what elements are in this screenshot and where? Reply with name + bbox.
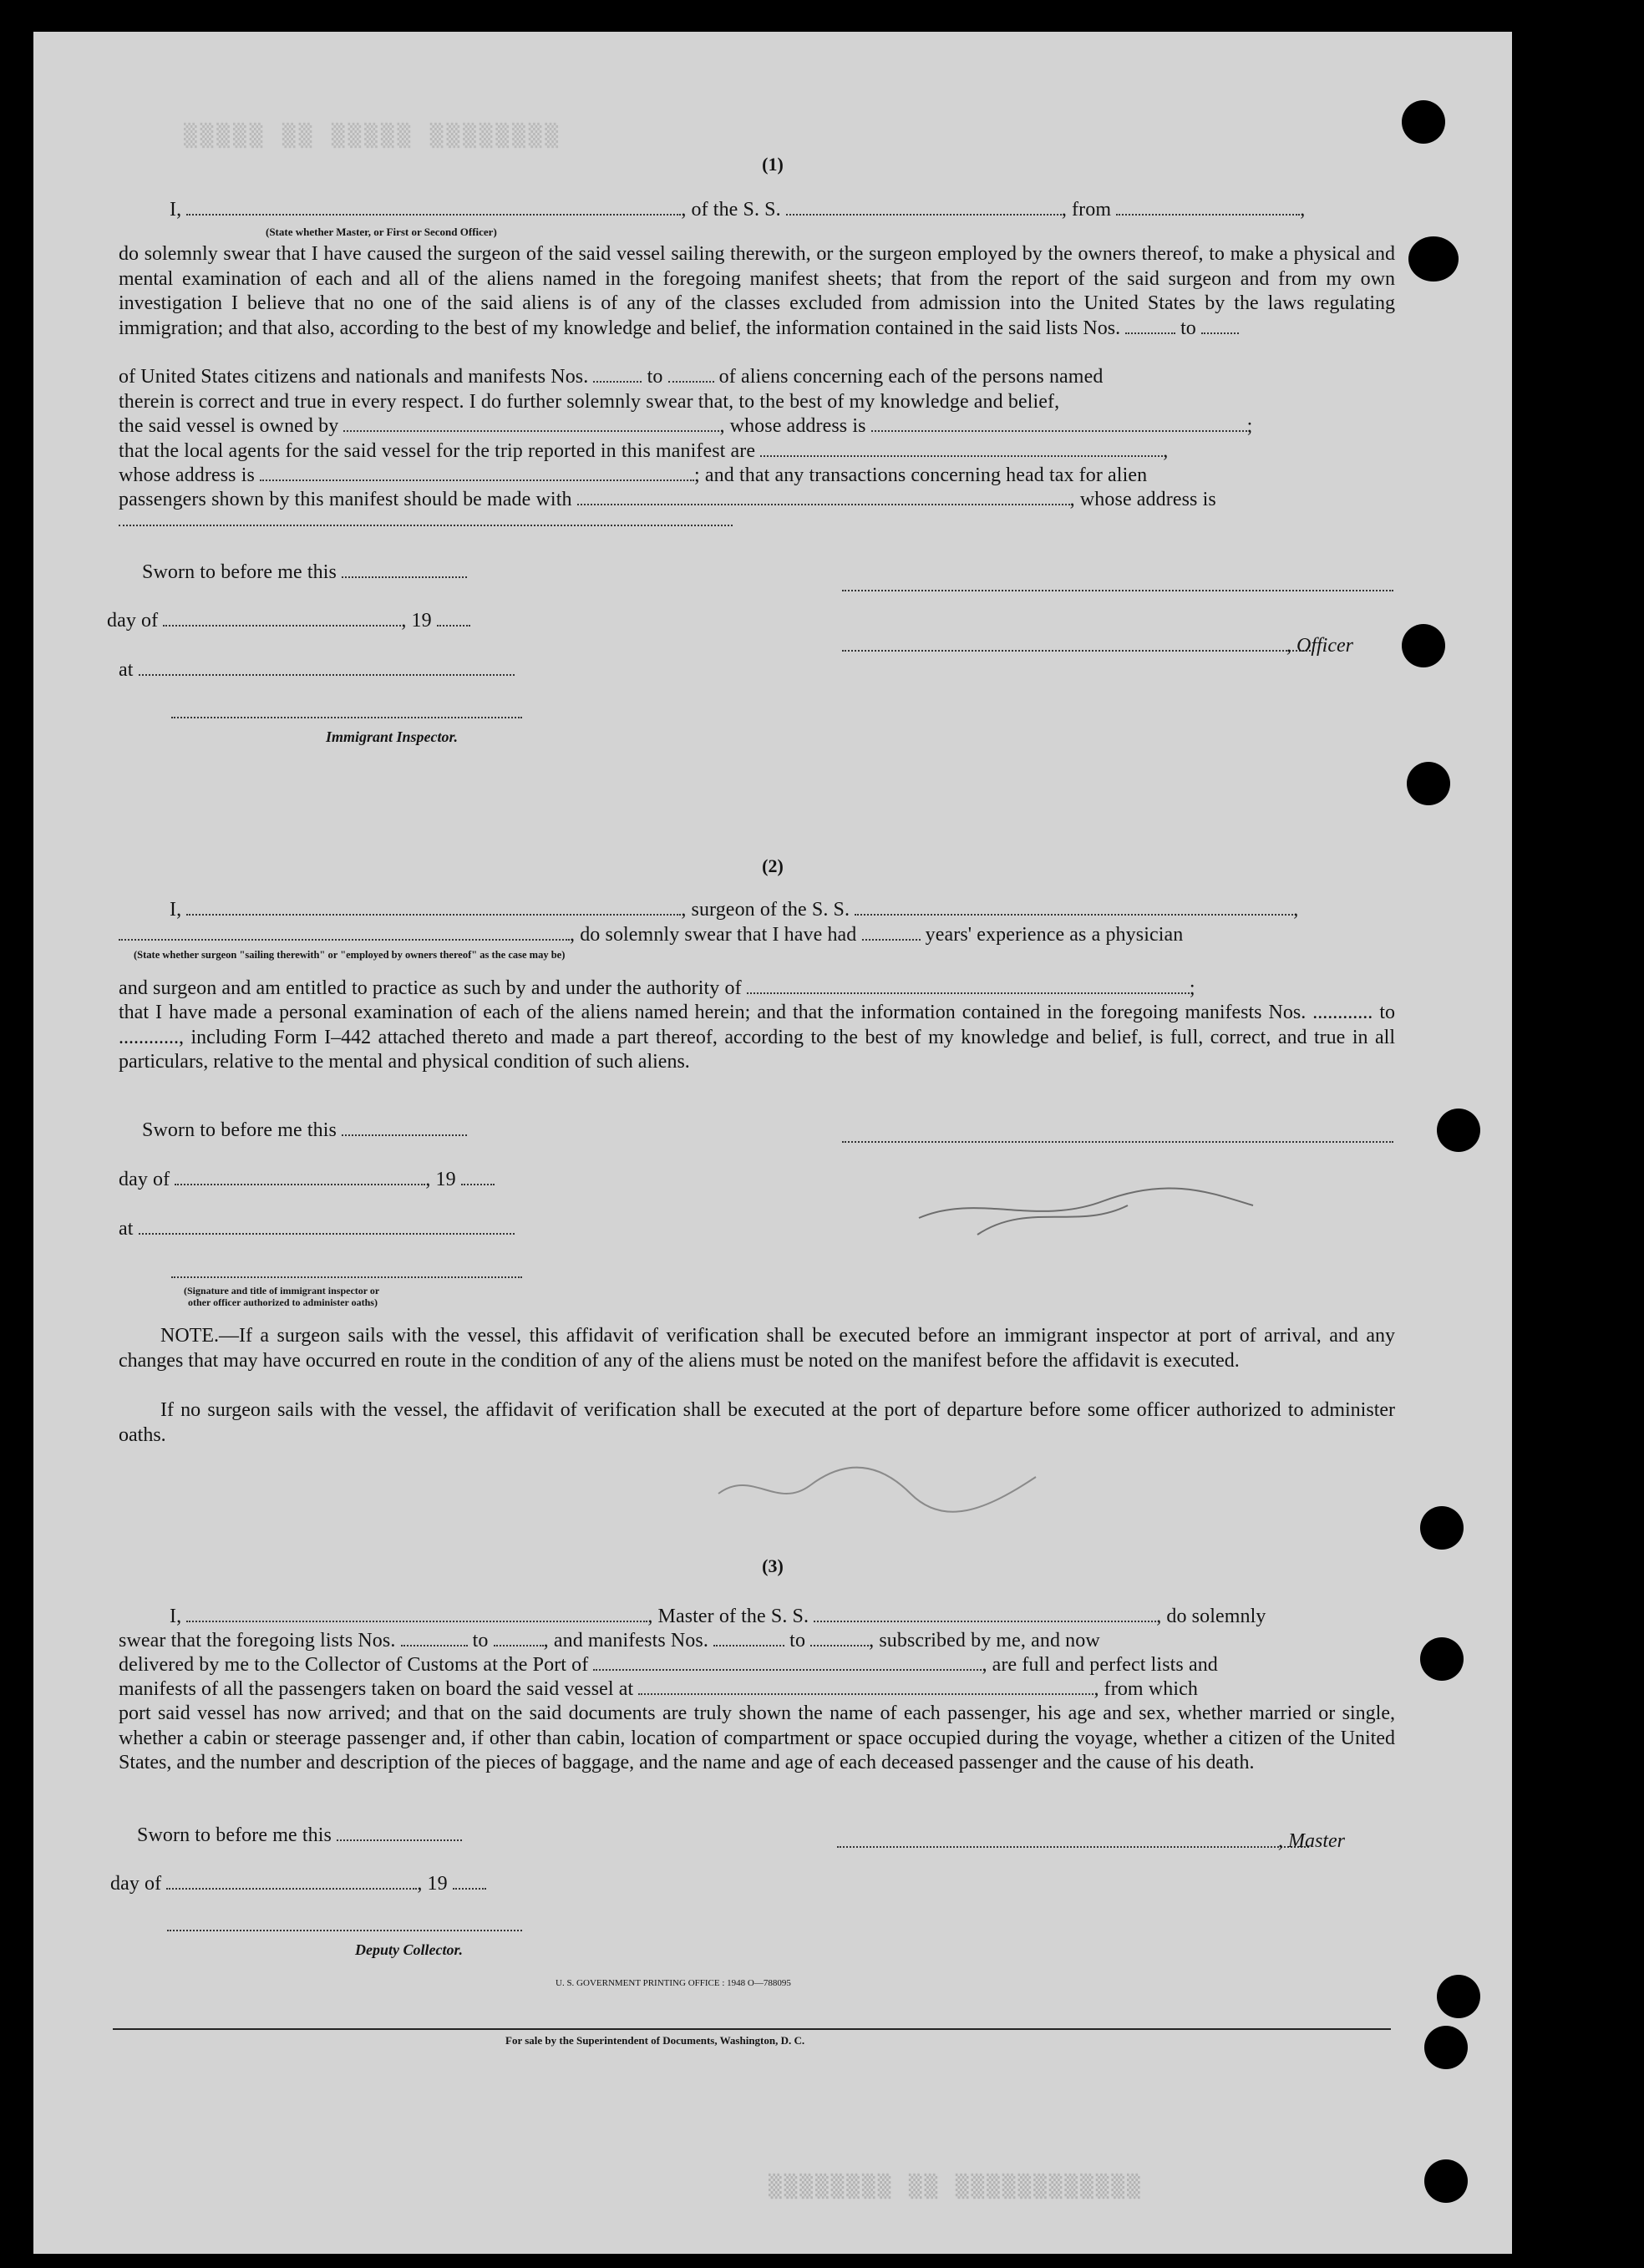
s2-year-field[interactable]: [461, 1169, 495, 1185]
s3-departure-field[interactable]: [638, 1678, 1093, 1695]
sale-notice: For sale by the Superintendent of Documents, Washington, D. C.: [505, 2034, 805, 2047]
section-1-number: (1): [762, 154, 784, 175]
s3-sworn-day-field[interactable]: [337, 1824, 462, 1841]
years-experience-field[interactable]: [862, 924, 921, 941]
bottom-bleed: ▒▒▒▒▒▒▒▒ ▒▒ ▒▒▒▒▒▒▒▒▒▒▒▒: [769, 2174, 1143, 2200]
s3-line3: [119, 1654, 1218, 1677]
s1-19: , 19: [401, 610, 432, 632]
punch-hole: [1408, 236, 1459, 282]
s2-years-text: years' experience as a physician: [925, 924, 1184, 946]
punch-hole: [1407, 762, 1450, 805]
s3-body: port said vessel has now arrived; and that on the said documents are truly shown the name of each passenger, his age and sex, whether married or single, whether a cabin or steerage passenger and, if other than cabin, location of compartment or space occupied during the voyage, whether a citizen of the United States, and the number and description of the pieces of baggage, and the name and age of each deceased passenger and the cause of his death.: [119, 1702, 1395, 1773]
immigrant-inspector-caption: Immigrant Inspector.: [326, 728, 459, 745]
officer-signature-field-1[interactable]: [842, 590, 1393, 591]
s1-passengers-line: [119, 489, 1216, 511]
note-paragraph-1: [119, 1324, 1395, 1373]
surgeon-signature-field[interactable]: [842, 1141, 1393, 1143]
inspector-signature-field[interactable]: [171, 717, 522, 718]
s2-dayof-line: [119, 1169, 495, 1191]
manifests-from-field[interactable]: [593, 366, 642, 383]
s1-ss-label: , of the S. S.: [681, 199, 781, 221]
s1-at-text: at: [119, 659, 134, 681]
s3-subscribed-text: , subscribed by me, and now: [869, 1630, 1100, 1652]
s3-lists-to-field[interactable]: [494, 1630, 544, 1646]
s1-line1: [170, 199, 1305, 221]
deputy-collector-caption: Deputy Collector.: [355, 1941, 463, 1958]
s1-therein: therein is correct and true in every respect. I do further solemnly swear that, to the best of my knowledge and belief,: [119, 391, 1060, 413]
s1-place-field[interactable]: [139, 659, 515, 676]
s2-line1: [170, 899, 1298, 921]
punch-hole: [1420, 1637, 1464, 1681]
local-agents-field[interactable]: [760, 440, 1163, 457]
vessel-name-field[interactable]: [786, 199, 1062, 216]
s2-line2: [119, 924, 1183, 946]
s3-to1: to: [472, 1630, 489, 1652]
s2-semi: ;: [1189, 977, 1195, 999]
s2-ss-label: , surgeon of the S. S.: [681, 899, 850, 921]
handwritten-mark: [702, 1435, 1119, 1527]
s1-comma2: ,: [1163, 440, 1169, 462]
head-tax-party-field[interactable]: [577, 489, 1070, 505]
s3-lists-from-field[interactable]: [401, 1630, 468, 1646]
owner-address-field[interactable]: [871, 415, 1247, 432]
s1-to2: to: [647, 366, 663, 388]
punch-hole: [1424, 2026, 1468, 2069]
s3-manifests-from-field[interactable]: [713, 1630, 784, 1646]
note-text-1: —If a surgeon sails with the vessel, this affidavit of verification shall be executed before an immigrant inspector at port of arrival, and any changes that may have occurred en route in the condition of any of the aliens must be noted on the manifest before the affidavit is executed.: [119, 1325, 1395, 1372]
section-2-number: (2): [762, 855, 784, 876]
punch-hole: [1402, 624, 1445, 667]
s2-month-field[interactable]: [175, 1169, 425, 1185]
note-label: NOTE.: [160, 1325, 219, 1347]
s3-vessel-field[interactable]: [814, 1606, 1156, 1622]
gpo-imprint: U. S. GOVERNMENT PRINTING OFFICE : 1948 O—788095: [556, 1978, 791, 1988]
s2-authority-text: and surgeon and am entitled to practice as such by and under the authority of: [119, 977, 742, 999]
s1-body: [119, 242, 1395, 341]
s1-body-text: do solemnly swear that I have caused the surgeon of the said vessel sailing therewith, or the surgeon employed by the owners thereof, to make a physical and mental examination of each and all of the aliens named in the foregoing manifest sheets; that from the report of the said surgeon and from my own investigation I believe that no one of the said aliens is of any of the classes excluded from admission into the United States by the laws regulating immigration; and that also, according to the best of my knowledge and belief, the information contained in the said lists Nos.: [119, 243, 1395, 339]
s1-dayof-line: [107, 610, 470, 632]
surgeon-type-field[interactable]: [119, 924, 570, 941]
s2-place-field[interactable]: [139, 1218, 515, 1235]
s2-dayof-text: day of: [119, 1169, 170, 1190]
s3-19: , 19: [417, 1873, 448, 1895]
s2-i-label: I,: [170, 899, 182, 921]
s1-aliens-text: of aliens concerning each of the persons named: [718, 366, 1104, 388]
s1-year-field[interactable]: [437, 610, 470, 627]
s1-at-line: [119, 659, 515, 682]
bleed-through-marks: ▒▒▒▒▒ ▒▒ ▒▒▒▒▒ ▒▒▒▒▒▒▒▒: [184, 124, 562, 149]
s2-swear-text: , do solemnly swear that I have had: [570, 924, 857, 946]
s3-manifests-text: , and manifests Nos.: [543, 1630, 708, 1652]
s1-owned-line: [119, 415, 1252, 438]
from-port-field[interactable]: [1116, 199, 1300, 216]
agent-address-field[interactable]: [260, 464, 694, 481]
s3-lists-text: swear that the foregoing lists Nos.: [119, 1630, 396, 1652]
punch-hole: [1420, 1506, 1464, 1550]
s3-sworn-text: Sworn to before me this: [137, 1824, 332, 1846]
surgeon-signature-scribble: [911, 1168, 1261, 1243]
footer-rule: [113, 2028, 1391, 2030]
s2-body: that I have made a personal examination of each of the aliens named herein; and that the information contained in the foregoing manifests Nos. ............ to ............, including Form I–442 attached thereto and made a part thereof, according to the best of my knowledge and belief, is full, correct, and true in all particulars, relative to the mental and physical condition of such aliens.: [119, 1002, 1395, 1073]
s3-from-which-text: , from which: [1093, 1678, 1198, 1700]
s3-sworn-line: [137, 1824, 462, 1847]
s1-month-field[interactable]: [163, 610, 401, 627]
punch-hole: [1437, 1109, 1480, 1152]
s3-month-field[interactable]: [166, 1873, 417, 1890]
manifest-affidavit-page: [33, 32, 1512, 2254]
master-name-field[interactable]: [186, 1606, 647, 1622]
s1-owned-text: the said vessel is owned by: [119, 415, 339, 437]
master-signature-field[interactable]: [837, 1846, 1309, 1848]
surgeon-type-hint: (State whether surgeon "sailing therewith" or "employed by owners thereof" as the case may be): [134, 949, 566, 961]
s3-ss-label: , Master of the S. S.: [647, 1606, 809, 1627]
s2-19: , 19: [425, 1169, 456, 1190]
s1-sworn-day-field[interactable]: [342, 561, 467, 578]
s2-at-line: [119, 1218, 515, 1241]
surgeon-name-field[interactable]: [186, 899, 681, 916]
s3-dayof-line: [110, 1873, 486, 1895]
s2-inspector-signature-field[interactable]: [171, 1276, 522, 1278]
s1-agents-line: [119, 440, 1168, 463]
s2-sworn-line: [142, 1119, 467, 1142]
s1-to1: to: [1180, 317, 1196, 339]
s1-whose3: , whose address is: [1069, 489, 1216, 510]
s3-year-field[interactable]: [453, 1873, 486, 1890]
s3-boarded-text: manifests of all the passengers taken on board the said vessel at: [119, 1678, 634, 1700]
officer-caption: , Officer: [1286, 635, 1353, 657]
punch-hole: [1402, 100, 1445, 144]
s1-from-label: , from: [1061, 199, 1112, 221]
s2-sworn-text: Sworn to before me this: [142, 1119, 337, 1141]
s1-i-label: I,: [170, 199, 182, 221]
s3-line1: [170, 1606, 1266, 1628]
officer-rank-field[interactable]: [186, 199, 681, 216]
punch-hole: [1437, 1975, 1480, 2018]
lists-to-field[interactable]: [1201, 317, 1239, 334]
section-3-number: (3): [762, 1555, 784, 1576]
manifests-to-field[interactable]: [668, 366, 714, 383]
lists-from-field[interactable]: [1125, 317, 1175, 334]
s3-dayof-text: day of: [110, 1873, 162, 1895]
s3-port-field[interactable]: [593, 1654, 982, 1671]
s1-sworn-text: Sworn to before me this: [142, 561, 337, 583]
s3-line2: [119, 1630, 1100, 1652]
head-tax-address-field[interactable]: [119, 525, 733, 526]
punch-hole: [1424, 2159, 1468, 2203]
collector-signature-field[interactable]: [167, 1930, 522, 1931]
s3-to2: to: [789, 1630, 806, 1652]
authority-field[interactable]: [747, 977, 1190, 994]
s2-line3: [119, 977, 1195, 1000]
s3-port-text: delivered by me to the Collector of Customs at the Port of: [119, 1654, 589, 1676]
s2-sig-hint-2: other officer authorized to administer oaths): [188, 1296, 378, 1308]
s1-agents-text: that the local agents for the said vessel for the trip reported in this manifest are: [119, 440, 756, 462]
s1-us-text: of United States citizens and nationals and manifests Nos.: [119, 366, 589, 388]
s3-i-label: I,: [170, 1606, 182, 1627]
s2-sig-hint-1: (Signature and title of immigrant inspector or: [184, 1285, 380, 1296]
owner-field[interactable]: [343, 415, 719, 432]
s2-vessel-field[interactable]: [855, 899, 1293, 916]
s2-sworn-day-field[interactable]: [342, 1119, 467, 1136]
master-caption: , Master: [1278, 1830, 1345, 1852]
s3-swear-label: , do solemnly: [1156, 1606, 1266, 1627]
s3-perfect-text: , are full and perfect lists and: [982, 1654, 1218, 1676]
officer-rank-hint: (State whether Master, or First or Second Officer): [266, 226, 497, 238]
note-text-2: If no surgeon sails with the vessel, the affidavit of verification shall be executed at the port of departure before some officer authorized to administer oaths.: [119, 1399, 1395, 1446]
s1-whose2: whose address is: [119, 464, 255, 486]
s1-passengers-text: passengers shown by this manifest should be made with: [119, 489, 572, 510]
s1-sworn-line: [142, 561, 467, 584]
s2-comma: ,: [1293, 899, 1299, 921]
s1-dayof-text: day of: [107, 610, 159, 632]
s3-manifests-to-field[interactable]: [810, 1630, 869, 1646]
s1-headtax: ; and that any transactions concerning head tax for alien: [694, 464, 1148, 486]
s3-line4: [119, 1678, 1198, 1701]
s1-comma: ,: [1300, 199, 1306, 221]
s1-whose1: , whose address is: [719, 415, 866, 437]
s1-line-us: [119, 366, 1103, 388]
s1-semi: ;: [1246, 415, 1253, 437]
officer-signature-field-2[interactable]: [842, 650, 1314, 652]
s1-addr2-line: [119, 464, 1147, 487]
s2-at-text: at: [119, 1218, 134, 1240]
